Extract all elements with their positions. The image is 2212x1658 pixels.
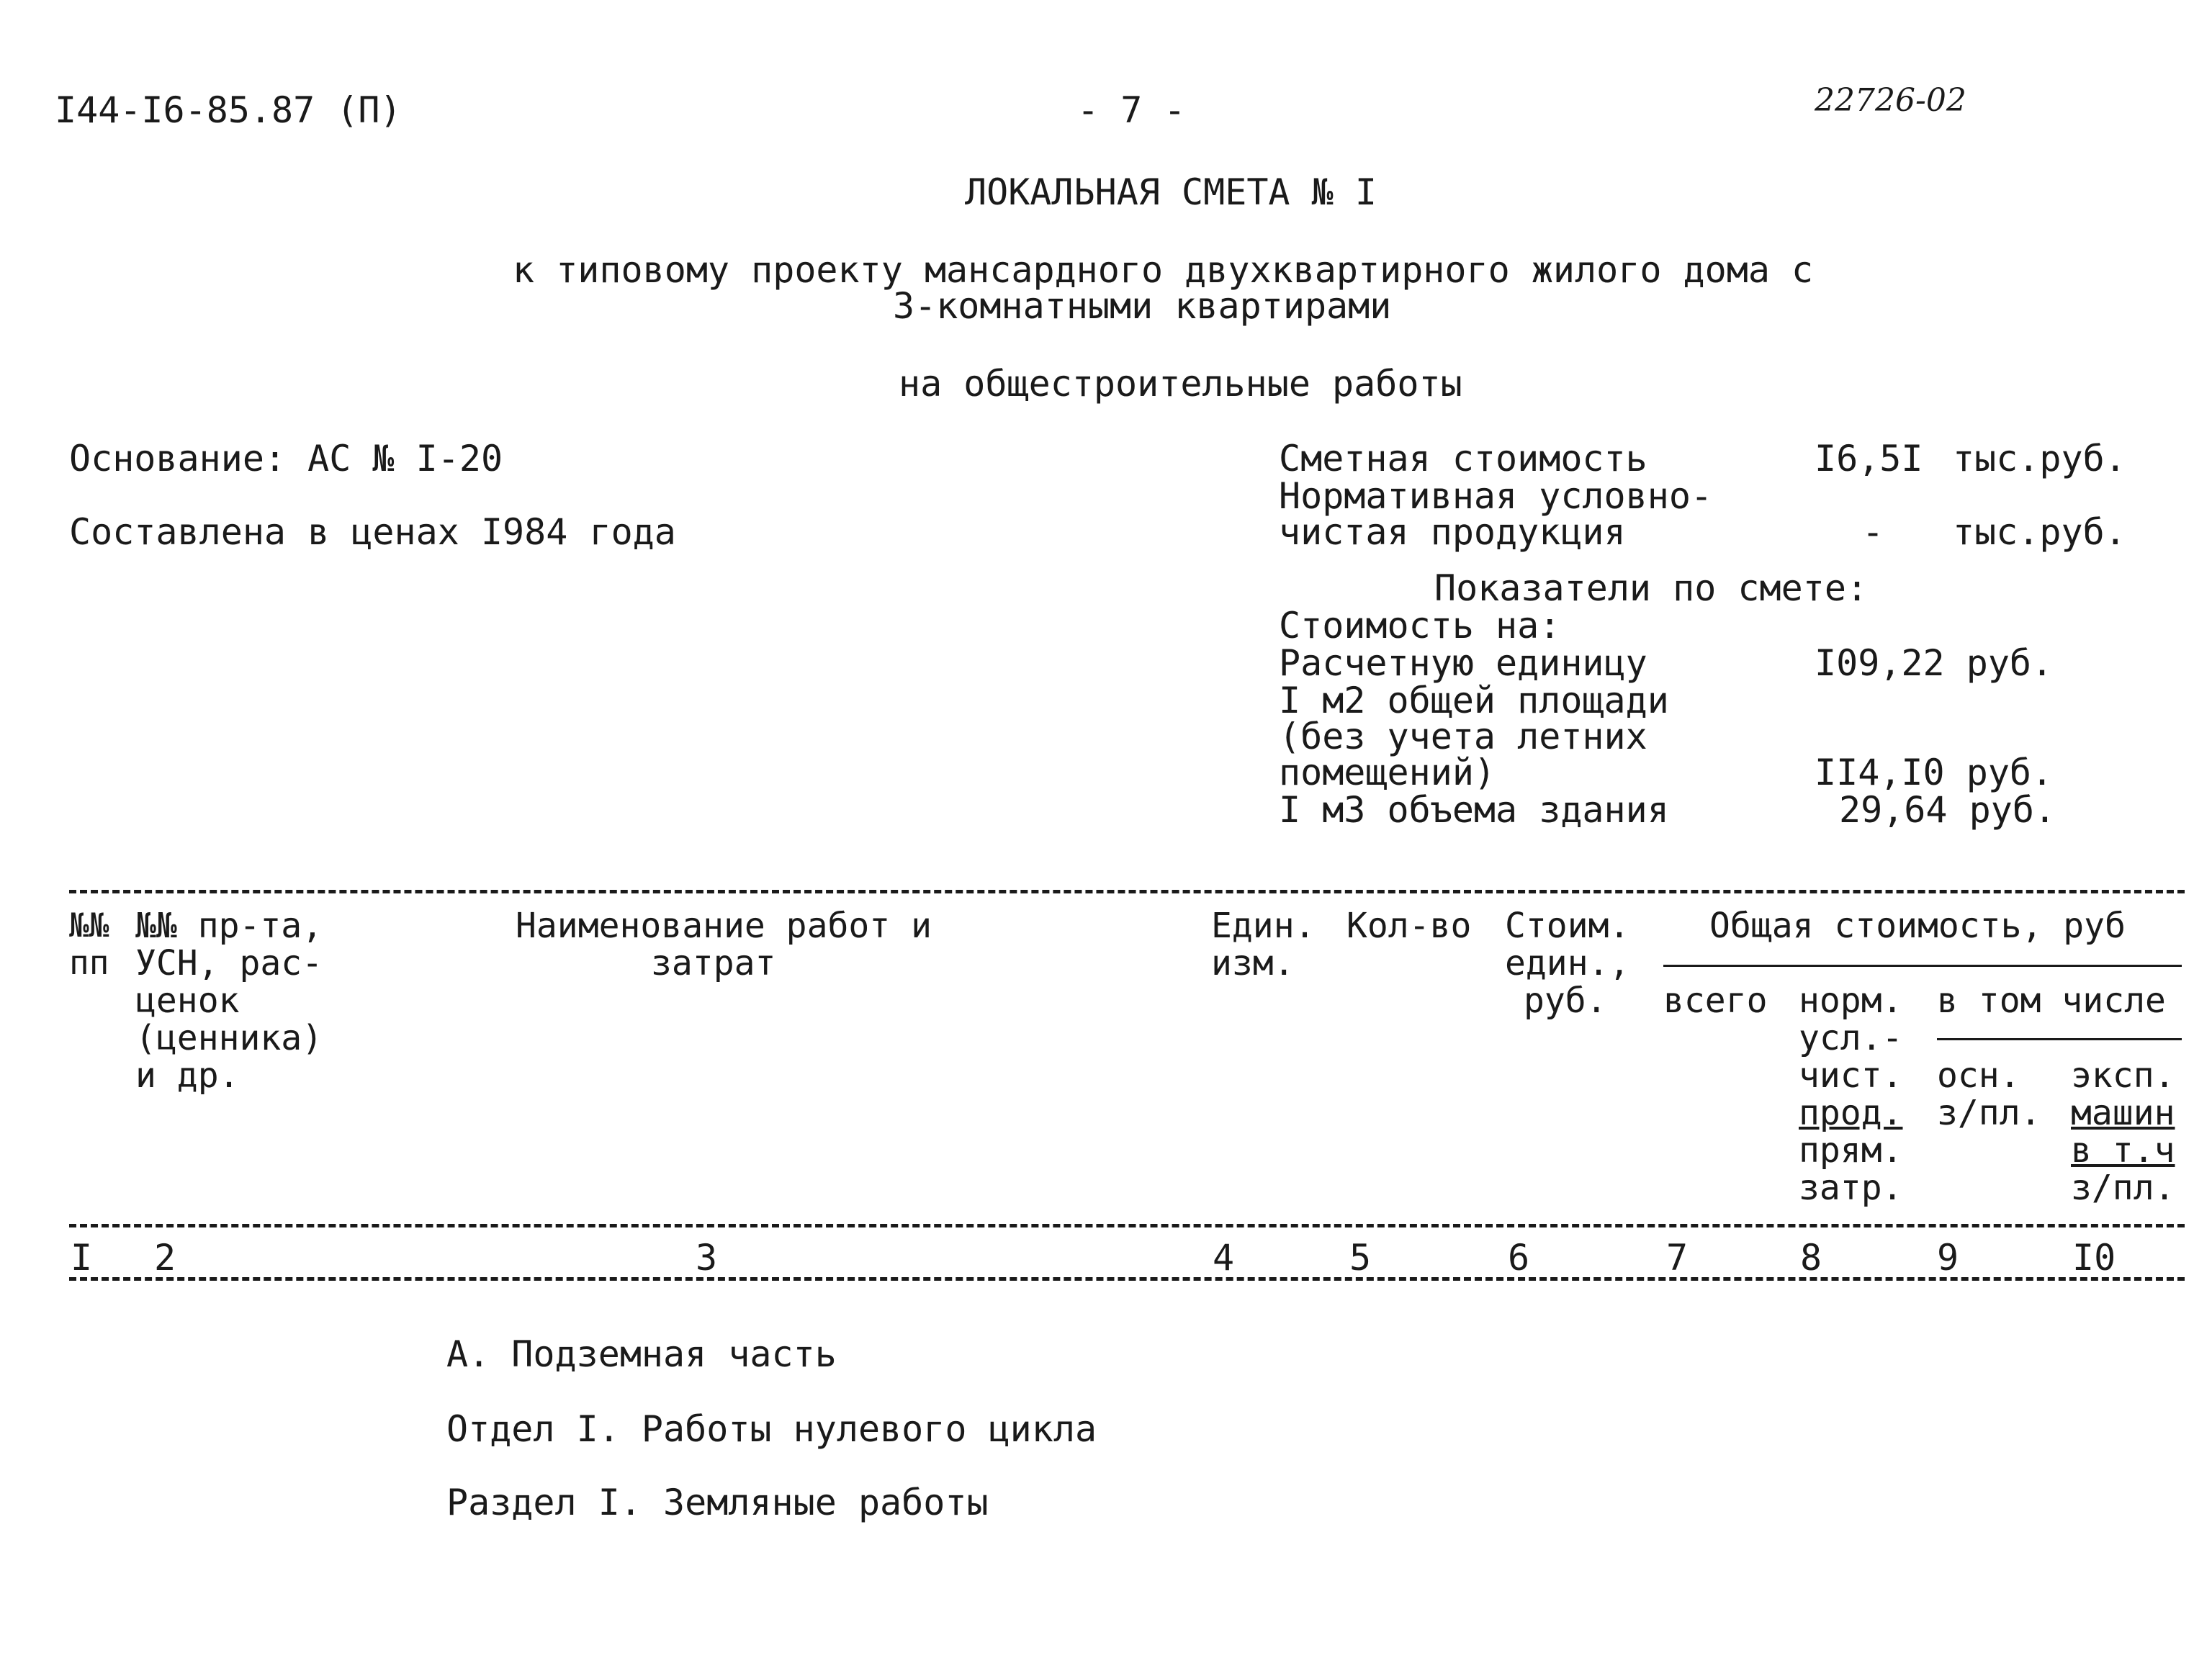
col8-header-line-3: чист. xyxy=(1799,1055,1903,1096)
col2-header-line-3: ценок xyxy=(135,981,240,1021)
including-rule xyxy=(1937,1038,2182,1040)
volume-cost-value: 29,64 руб. xyxy=(1839,789,2056,831)
estimated-cost-label: Сметная стоимость xyxy=(1279,438,1647,479)
col8-header-line-2: усл.- xyxy=(1799,1018,1903,1058)
col9-header-line-1: осн. xyxy=(1937,1055,2020,1096)
col-number-9: 9 xyxy=(1937,1237,1959,1279)
total-cost-header: Общая стоимость, руб xyxy=(1709,906,2126,946)
page-number: - 7 - xyxy=(1077,89,1186,131)
basis-text: Основание: АС № I-20 xyxy=(69,438,503,479)
col-number-8: 8 xyxy=(1800,1237,1822,1279)
area-cost-value: II4,I0 руб. xyxy=(1815,752,2054,793)
col10-header-line-4: з/пл. xyxy=(2071,1168,2175,1208)
normative-product-unit: тыс.руб. xyxy=(1953,511,2126,553)
prices-year-text: Составлена в ценах I984 года xyxy=(69,511,676,553)
col10-header-line-2: машин xyxy=(2071,1093,2175,1133)
col4-header-line-2: изм. xyxy=(1211,943,1295,983)
col1-header-line-2: пп xyxy=(69,943,109,982)
estimated-cost-unit: тыс.руб. xyxy=(1953,438,2126,479)
col7-header: всего xyxy=(1663,981,1768,1021)
volume-cost-label: I м3 объема здания xyxy=(1279,789,1669,831)
col8-header-line-1: норм. xyxy=(1799,981,1903,1021)
col-number-10: I0 xyxy=(2072,1237,2116,1279)
area-cost-label-1: I м2 общей площади xyxy=(1279,680,1669,721)
unit-cost-label: Расчетную единицу xyxy=(1279,642,1647,684)
col-number-2: 2 xyxy=(154,1237,176,1279)
col2-header-line-5: и др. xyxy=(135,1055,240,1096)
total-cost-rule xyxy=(1663,965,2182,967)
col-number-3: 3 xyxy=(696,1237,718,1279)
col5-header: Кол-во xyxy=(1346,906,1472,946)
col2-header-line-1: №№ пр-та, xyxy=(135,906,323,946)
section-heading: Раздел I. Земляные работы xyxy=(446,1482,989,1523)
col6-header-line-2: един., xyxy=(1505,943,1630,983)
table-top-rule xyxy=(69,890,2185,893)
archive-number: 22726-02 xyxy=(1815,82,1966,119)
area-cost-label-3: помещений) xyxy=(1279,752,1496,793)
col-number-6: 6 xyxy=(1508,1237,1530,1279)
title-subline-2: 3-комнатными квартирами xyxy=(893,285,1392,327)
col9-header-line-2: з/пл. xyxy=(1937,1093,2041,1133)
estimated-cost-value: I6,5I xyxy=(1815,438,1923,479)
page-title: ЛОКАЛЬНАЯ СМЕТА № I xyxy=(965,171,1377,213)
col3-header-line-1: Наименование работ и xyxy=(516,906,932,946)
col1-header-line-1: №№ xyxy=(69,906,109,945)
table-header-bottom-rule xyxy=(69,1224,2185,1227)
normative-product-value: - xyxy=(1862,511,1884,553)
col4-header-line-1: Един. xyxy=(1211,906,1316,946)
department-heading: Отдел I. Работы нулевого цикла xyxy=(446,1408,1097,1450)
col6-header-line-3: руб. xyxy=(1524,981,1607,1021)
indicators-heading: Показатели по смете: xyxy=(1434,567,1869,609)
col8-header-line-4: прод. xyxy=(1799,1093,1903,1133)
col6-header-line-1: Стоим. xyxy=(1505,906,1630,946)
col-number-5: 5 xyxy=(1349,1237,1372,1279)
col8-header-line-6: затр. xyxy=(1799,1168,1903,1208)
document-code: I44-I6-85.87 (П) xyxy=(55,89,402,131)
part-heading: А. Подземная часть xyxy=(446,1333,837,1375)
col-number-1: I xyxy=(71,1237,93,1279)
col2-header-line-2: УСН, рас- xyxy=(135,943,323,983)
col-number-7: 7 xyxy=(1666,1237,1689,1279)
normative-product-label-2: чистая продукция xyxy=(1279,511,1626,553)
area-cost-label-2: (без учета летних xyxy=(1279,716,1647,757)
col10-header-line-1: эксп. xyxy=(2071,1055,2175,1096)
including-header: в том числе xyxy=(1937,981,2166,1021)
col10-header-line-3: в т.ч xyxy=(2071,1130,2175,1171)
col-number-4: 4 xyxy=(1213,1237,1235,1279)
col3-header-line-2: затрат xyxy=(651,943,776,983)
cost-on-label: Стоимость на: xyxy=(1279,605,1561,646)
table-numbers-bottom-rule xyxy=(69,1277,2185,1281)
title-subline-3: на общестроительные работы xyxy=(899,363,1462,405)
title-subline-1: к типовому проекту мансардного двухквартирного жилого дома с xyxy=(513,249,1814,291)
col8-header-line-5: прям. xyxy=(1799,1130,1903,1171)
col2-header-line-4: (ценника) xyxy=(135,1018,323,1058)
unit-cost-value: I09,22 руб. xyxy=(1815,642,2054,684)
normative-product-label-1: Нормативная условно- xyxy=(1279,475,1713,517)
